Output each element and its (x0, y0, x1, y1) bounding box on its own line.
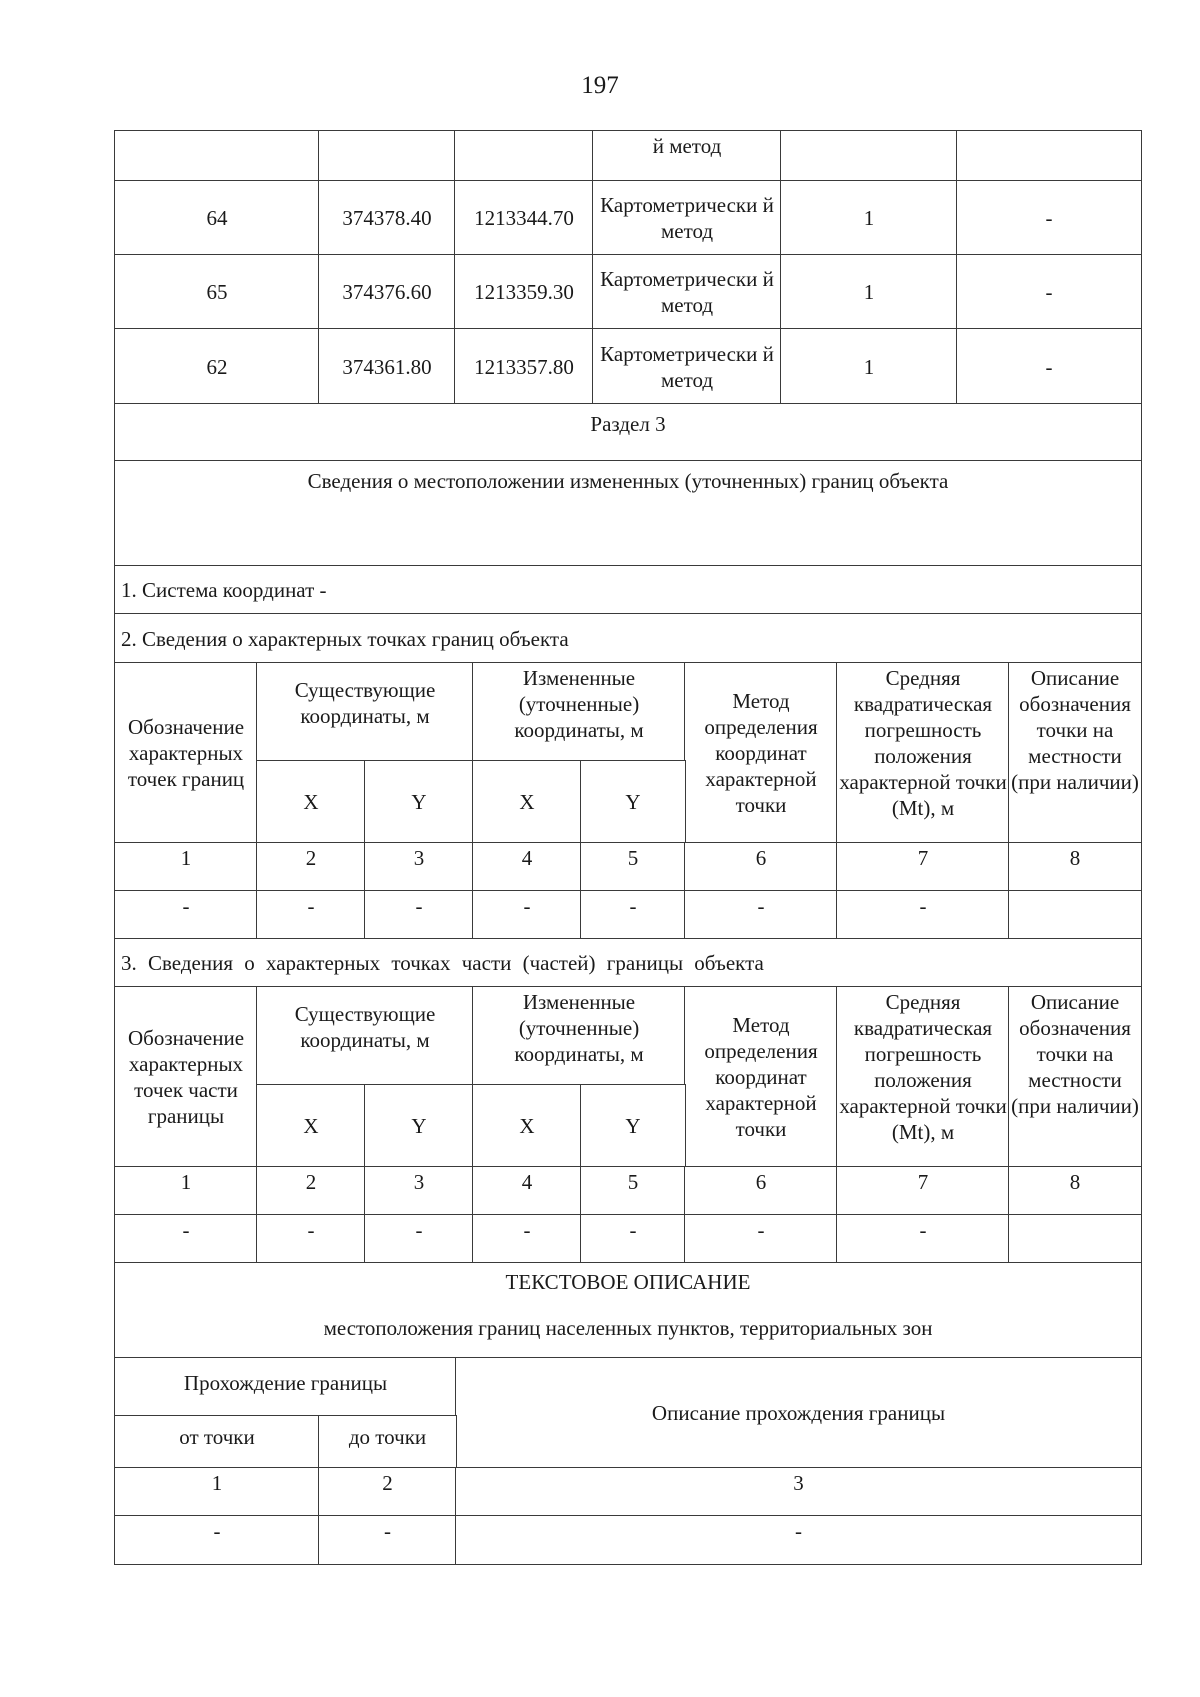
text-description-title: ТЕКСТОВОЕ ОПИСАНИЕ (505, 1270, 751, 1294)
x-coordinate: 374378.40 (318, 180, 456, 256)
column-number: 2 (256, 842, 366, 892)
column-number: 5 (580, 1166, 686, 1216)
column-number: 2 (256, 1166, 366, 1216)
header-accuracy: Средняя квадратическая погрешность положения характерной точки (Mt), м (836, 662, 1010, 844)
description-cell: - (956, 328, 1142, 405)
text-description-subtitle: местоположения границ населенных пунктов, территориальных зон (323, 1316, 933, 1340)
section-title: Раздел 3 (114, 403, 1142, 462)
x-coordinate: 374376.60 (318, 254, 456, 330)
table-cell: - (256, 890, 366, 940)
table-cell: - (318, 1515, 457, 1565)
header-description: Описание обозначения точки на местности (при наличии) (1008, 986, 1142, 1168)
table-cell: - (472, 890, 582, 940)
coordinate-system: 1. Система координат - (114, 565, 1142, 615)
column-number: 3 (455, 1467, 1142, 1517)
header-y: Y (364, 760, 474, 844)
header-x: X (256, 1084, 366, 1168)
accuracy-cell: 1 (780, 328, 958, 405)
point-number: 65 (114, 254, 320, 330)
method-cell: Картометрически й метод (592, 254, 782, 330)
table-cell (318, 130, 456, 182)
header-to-point: до точки (318, 1415, 457, 1469)
method-cell: й метод (592, 130, 782, 182)
page-number: 197 (581, 72, 619, 99)
header-y: Y (580, 760, 686, 844)
table-cell (780, 130, 958, 182)
header-x: X (472, 1084, 582, 1168)
column-number: 6 (684, 842, 838, 892)
table-cell: - (364, 890, 474, 940)
table-cell: - (836, 890, 1010, 940)
point-number: 64 (114, 180, 320, 256)
column-number: 5 (580, 842, 686, 892)
header-accuracy: Средняя квадратическая погрешность положения характерной точки (Mt), м (836, 986, 1010, 1168)
header-changed: Измененные (уточненные) координаты, м (472, 662, 686, 762)
table-cell: - (580, 890, 686, 940)
y-coordinate: 1213344.70 (454, 180, 594, 256)
description-cell: - (956, 254, 1142, 330)
column-number: 8 (1008, 842, 1142, 892)
table-cell (114, 130, 320, 182)
header-passage: Прохождение границы (114, 1357, 457, 1417)
column-number: 6 (684, 1166, 838, 1216)
header-x: X (256, 760, 366, 844)
column-number: 1 (114, 1166, 258, 1216)
header-from-point: от точки (114, 1415, 320, 1469)
accuracy-cell: 1 (780, 254, 958, 330)
table-cell: - (364, 1214, 474, 1264)
table-cell (956, 130, 1142, 182)
header-y: Y (580, 1084, 686, 1168)
section-subtitle: Сведения о местоположении измененных (уточненных) границ объекта (114, 460, 1142, 567)
column-number: 2 (318, 1467, 457, 1517)
column-number: 1 (114, 842, 258, 892)
header-y: Y (364, 1084, 474, 1168)
column-number: 4 (472, 1166, 582, 1216)
table-cell: - (472, 1214, 582, 1264)
header-designation: Обозначение характерных точек границ (114, 662, 258, 844)
header-description: Описание обозначения точки на местности (при наличии) (1008, 662, 1142, 844)
table-cell (1008, 890, 1142, 940)
table-cell: - (114, 1515, 320, 1565)
table-cell (1008, 1214, 1142, 1264)
y-coordinate: 1213357.80 (454, 328, 594, 405)
point-number: 62 (114, 328, 320, 405)
header-method: Метод определения координат характерной точки (684, 986, 838, 1168)
column-number: 7 (836, 842, 1010, 892)
header-x: X (472, 760, 582, 844)
column-number: 1 (114, 1467, 320, 1517)
x-coordinate: 374361.80 (318, 328, 456, 405)
column-number: 8 (1008, 1166, 1142, 1216)
table-cell: - (114, 1214, 258, 1264)
text-description-header (114, 1262, 1142, 1359)
table-cell (454, 130, 594, 182)
header-method: Метод определения координат характерной точки (684, 662, 838, 844)
column-number: 3 (364, 842, 474, 892)
table-cell: - (836, 1214, 1010, 1264)
accuracy-cell: 1 (780, 180, 958, 256)
column-number: 7 (836, 1166, 1010, 1216)
column-number: 4 (472, 842, 582, 892)
points-heading: 2. Сведения о характерных точках границ объекта (114, 613, 1142, 664)
table-cell: - (256, 1214, 366, 1264)
header-designation: Обозначение характерных точек части границы (114, 986, 258, 1168)
header-existing: Существующие координаты, м (256, 662, 474, 762)
header-description: Описание прохождения границы (455, 1357, 1142, 1469)
table-cell: - (684, 1214, 838, 1264)
table-cell: - (114, 890, 258, 940)
description-cell: - (956, 180, 1142, 256)
method-cell: Картометрически й метод (592, 180, 782, 256)
table-cell: - (580, 1214, 686, 1264)
header-existing: Существующие координаты, м (256, 986, 474, 1086)
table-cell: - (684, 890, 838, 940)
header-changed: Измененные (уточненные) координаты, м (472, 986, 686, 1086)
table-cell: - (455, 1515, 1142, 1565)
column-number: 3 (364, 1166, 474, 1216)
parts-heading: 3. Сведения о характерных точках части (частей) границы объекта (114, 938, 1142, 988)
y-coordinate: 1213359.30 (454, 254, 594, 330)
method-cell: Картометрически й метод (592, 328, 782, 405)
